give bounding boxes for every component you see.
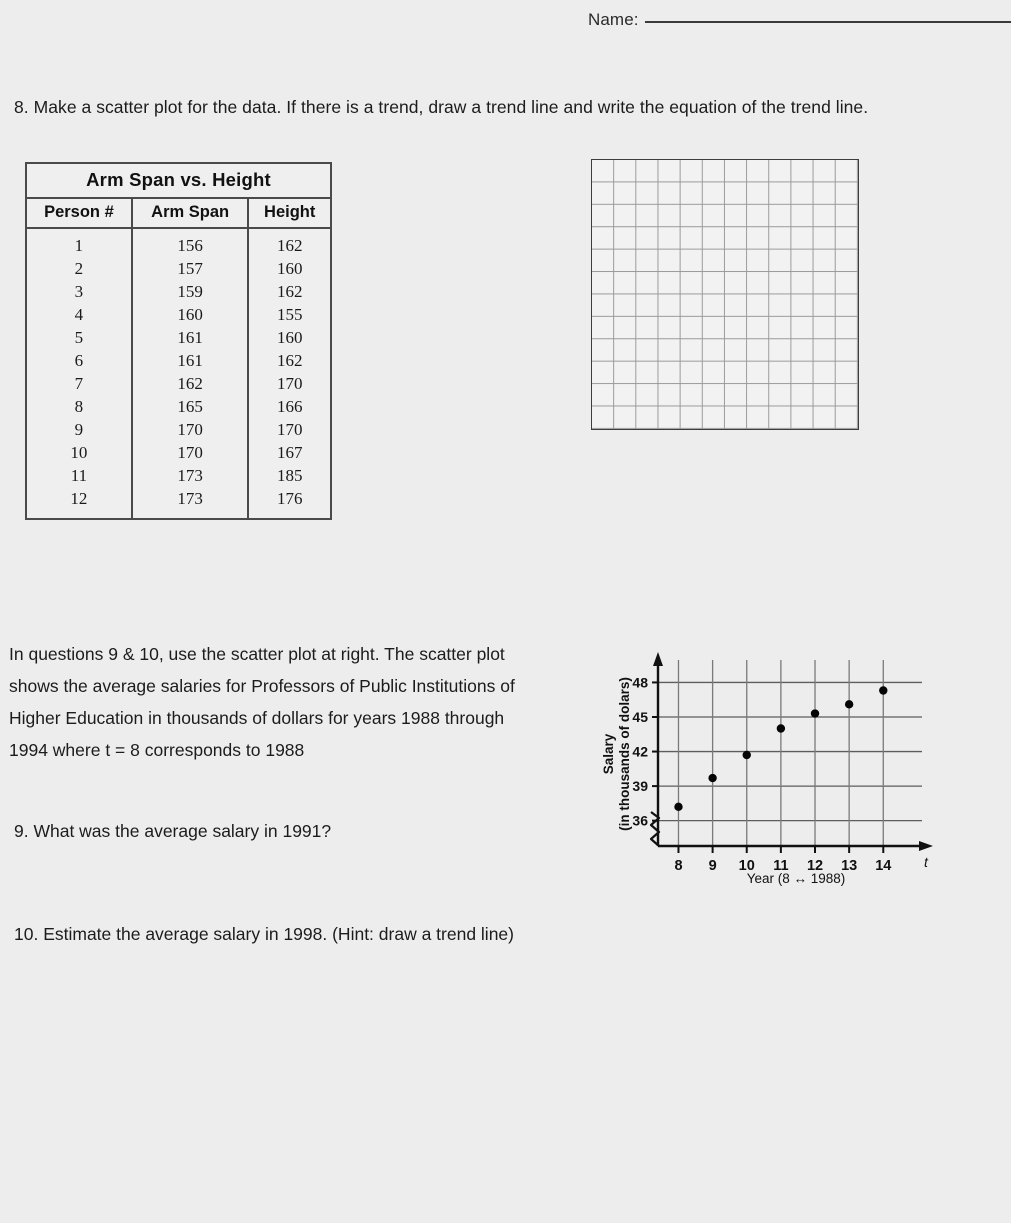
x-tick-label: 10 <box>738 858 755 874</box>
cell-person: 1 <box>27 228 132 258</box>
table-body <box>27 228 330 518</box>
cell-person: 3 <box>27 281 132 304</box>
cell-person: 12 <box>27 488 132 519</box>
grid-lines <box>592 160 858 429</box>
cell-height: 162 <box>276 282 303 301</box>
plot-x-ticks <box>674 845 891 874</box>
data-point <box>708 774 716 782</box>
cell-arm-span: 162 <box>132 373 249 396</box>
data-point <box>743 751 751 759</box>
y-tick-label: 48 <box>632 674 648 691</box>
cell-height: 176 <box>276 489 303 508</box>
cell-person: 4 <box>27 304 132 327</box>
name-blank-line[interactable] <box>645 20 1011 23</box>
table-row <box>27 258 330 281</box>
data-point <box>674 803 682 811</box>
x-tick-label: 8 <box>674 858 683 874</box>
cell-arm-span: 161 <box>132 327 249 350</box>
y-tick-label: 42 <box>632 743 648 760</box>
x-axis-label: Year (8 ↔ 1988) <box>746 871 846 886</box>
cell-arm-span: 159 <box>132 281 249 304</box>
cell-height: 170 <box>276 420 303 439</box>
cell-height: 166 <box>276 397 303 416</box>
cell-height: 162 <box>276 351 303 370</box>
questions-9-10-intro: In questions 9 & 10, use the scatter plot at right. The scatter plot shows the average salaries for Professors of Public Institutions of Higher Education in thousands of dollars for years 1988 through 1994 where t = 8 corresponds to 1988 <box>9 644 515 760</box>
table-header-row <box>27 199 330 228</box>
cell-person: 10 <box>27 442 132 465</box>
cell-height: 170 <box>276 374 303 393</box>
x-tick-label: 11 <box>773 858 789 874</box>
table-row <box>27 304 330 327</box>
cell-person: 2 <box>27 258 132 281</box>
cell-person: 9 <box>27 419 132 442</box>
cell-person: 7 <box>27 373 132 396</box>
y-axis-label-line1: Salary <box>601 733 616 775</box>
y-axis-label-line2: (in thousands of dolars) <box>617 677 632 831</box>
data-point <box>879 686 887 694</box>
table-row <box>27 228 330 258</box>
data-point <box>811 709 819 717</box>
arm-span-height-table <box>25 162 332 520</box>
scatter-plot-svg <box>596 634 941 889</box>
cell-person: 11 <box>27 465 132 488</box>
table-row <box>27 442 330 465</box>
cell-arm-span: 156 <box>132 228 249 258</box>
x-tick-label: 14 <box>875 858 892 874</box>
column-header-height: Height <box>248 199 330 228</box>
cell-arm-span: 157 <box>132 258 249 281</box>
cell-height: 160 <box>276 328 303 347</box>
data-point <box>845 700 853 708</box>
cell-arm-span: 165 <box>132 396 249 419</box>
table-row <box>27 419 330 442</box>
data-point <box>777 724 785 732</box>
table-caption: Arm Span vs. Height <box>27 164 330 199</box>
table-row <box>27 396 330 419</box>
cell-person: 6 <box>27 350 132 373</box>
blank-graph-grid[interactable] <box>591 159 859 430</box>
table-row <box>27 373 330 396</box>
plot-y-ticks <box>632 674 659 828</box>
y-tick-label: 39 <box>632 778 648 795</box>
cell-arm-span: 160 <box>132 304 249 327</box>
cell-person: 5 <box>27 327 132 350</box>
column-header-arm-span: Arm Span <box>132 199 249 228</box>
cell-arm-span: 170 <box>132 419 249 442</box>
question-8-text: 8. Make a scatter plot for the data. If there is a trend, draw a trend line and write the equation of the trend line. <box>14 97 869 117</box>
cell-height: 167 <box>276 443 303 462</box>
question-10-text: 10. Estimate the average salary in 1998. (Hint: draw a trend line) <box>14 924 514 944</box>
y-tick-label: 45 <box>632 708 648 725</box>
cell-arm-span: 173 <box>132 488 249 519</box>
table-row <box>27 281 330 304</box>
question-9-text: 9. What was the average salary in 1991? <box>14 821 332 841</box>
table-row <box>27 350 330 373</box>
cell-height: 162 <box>276 236 303 255</box>
x-axis-variable-label: t <box>924 854 928 870</box>
cell-arm-span: 161 <box>132 350 249 373</box>
name-header <box>588 10 1011 30</box>
cell-person: 8 <box>27 396 132 419</box>
x-tick-label: 12 <box>806 858 824 874</box>
column-header-person: Person # <box>27 199 132 228</box>
table <box>27 164 330 518</box>
salary-scatter-plot <box>596 634 941 889</box>
x-tick-label: 13 <box>841 858 858 874</box>
table-row <box>27 327 330 350</box>
cell-height: 160 <box>276 259 303 278</box>
cell-arm-span: 173 <box>132 465 249 488</box>
name-label: Name: <box>588 10 639 29</box>
table-row <box>27 488 330 519</box>
cell-height: 155 <box>276 305 303 324</box>
y-tick-label: 36 <box>632 812 648 829</box>
cell-arm-span: 170 <box>132 442 249 465</box>
cell-height: 185 <box>276 466 303 485</box>
x-tick-label: 9 <box>708 858 717 874</box>
table-row <box>27 465 330 488</box>
